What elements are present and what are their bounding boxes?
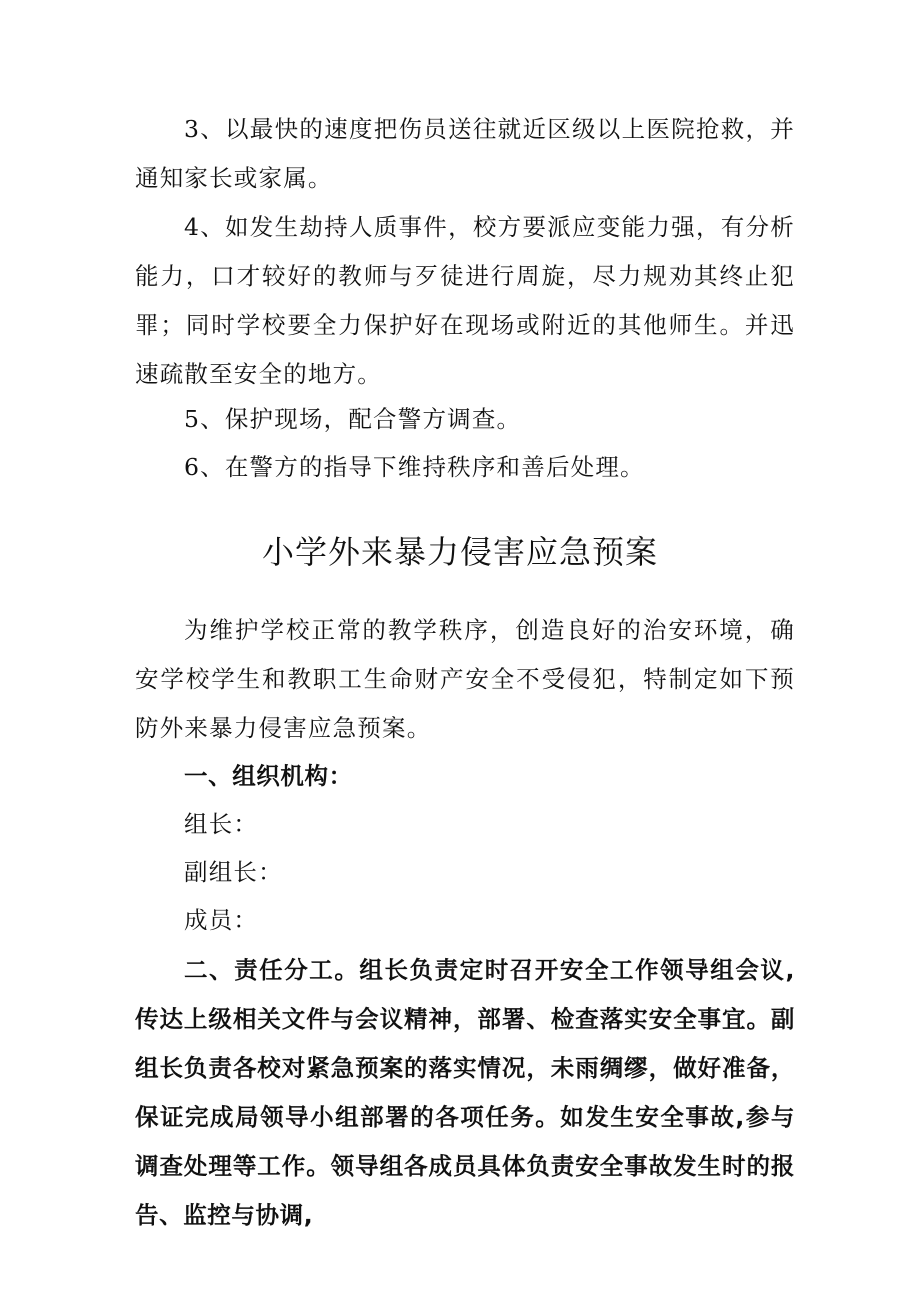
item-6-paragraph: 6、在警方的指导下维持秩序和善后处理。 xyxy=(184,453,645,481)
item-3-paragraph: 3、以最快的速度把伤员送往就近区级以上医院抢救，并通知家长或家属。 xyxy=(135,115,795,192)
item-5-paragraph: 5、保护现场，配合警方调查。 xyxy=(184,405,522,433)
section-2-paragraph: 二、责任分工。组长负责定时召开安全工作领导组会议,传达上级相关文件与会议精神，部署、检查落实安全事宜。副组长负责各校对紧急预案的落实情况，未雨绸缪，做好准备，保证完成局领导小组部署的各项任务。如发生安全事故,参与调查处理等工作。领导组各成员具体负责安全事故发生时的报告、监控与协调, xyxy=(135,956,795,1229)
intro-paragraph: 为维护学校正常的教学秩序，创造良好的治安环境，确安学校学生和教职工生命财产安全不受侵犯，特制定如下预防外来暴力侵害应急预案。 xyxy=(135,616,795,742)
member-label: 成员： xyxy=(184,906,259,934)
item-4-paragraph: 4、如发生劫持人质事件，校方要派应变能力强，有分析能力，口才较好的教师与歹徒进行周旋，尽力规劝其终止犯罪；同时学校要全力保护好在现场或附近的其他师生。并迅速疏散至安全的地方。 xyxy=(135,213,795,388)
section-1-heading: 一、组织机构： xyxy=(184,762,353,790)
leader-label: 组长： xyxy=(184,810,259,838)
deputy-leader-label: 副组长： xyxy=(184,858,283,886)
document-title: 小学外来暴力侵害应急预案 xyxy=(261,533,658,571)
